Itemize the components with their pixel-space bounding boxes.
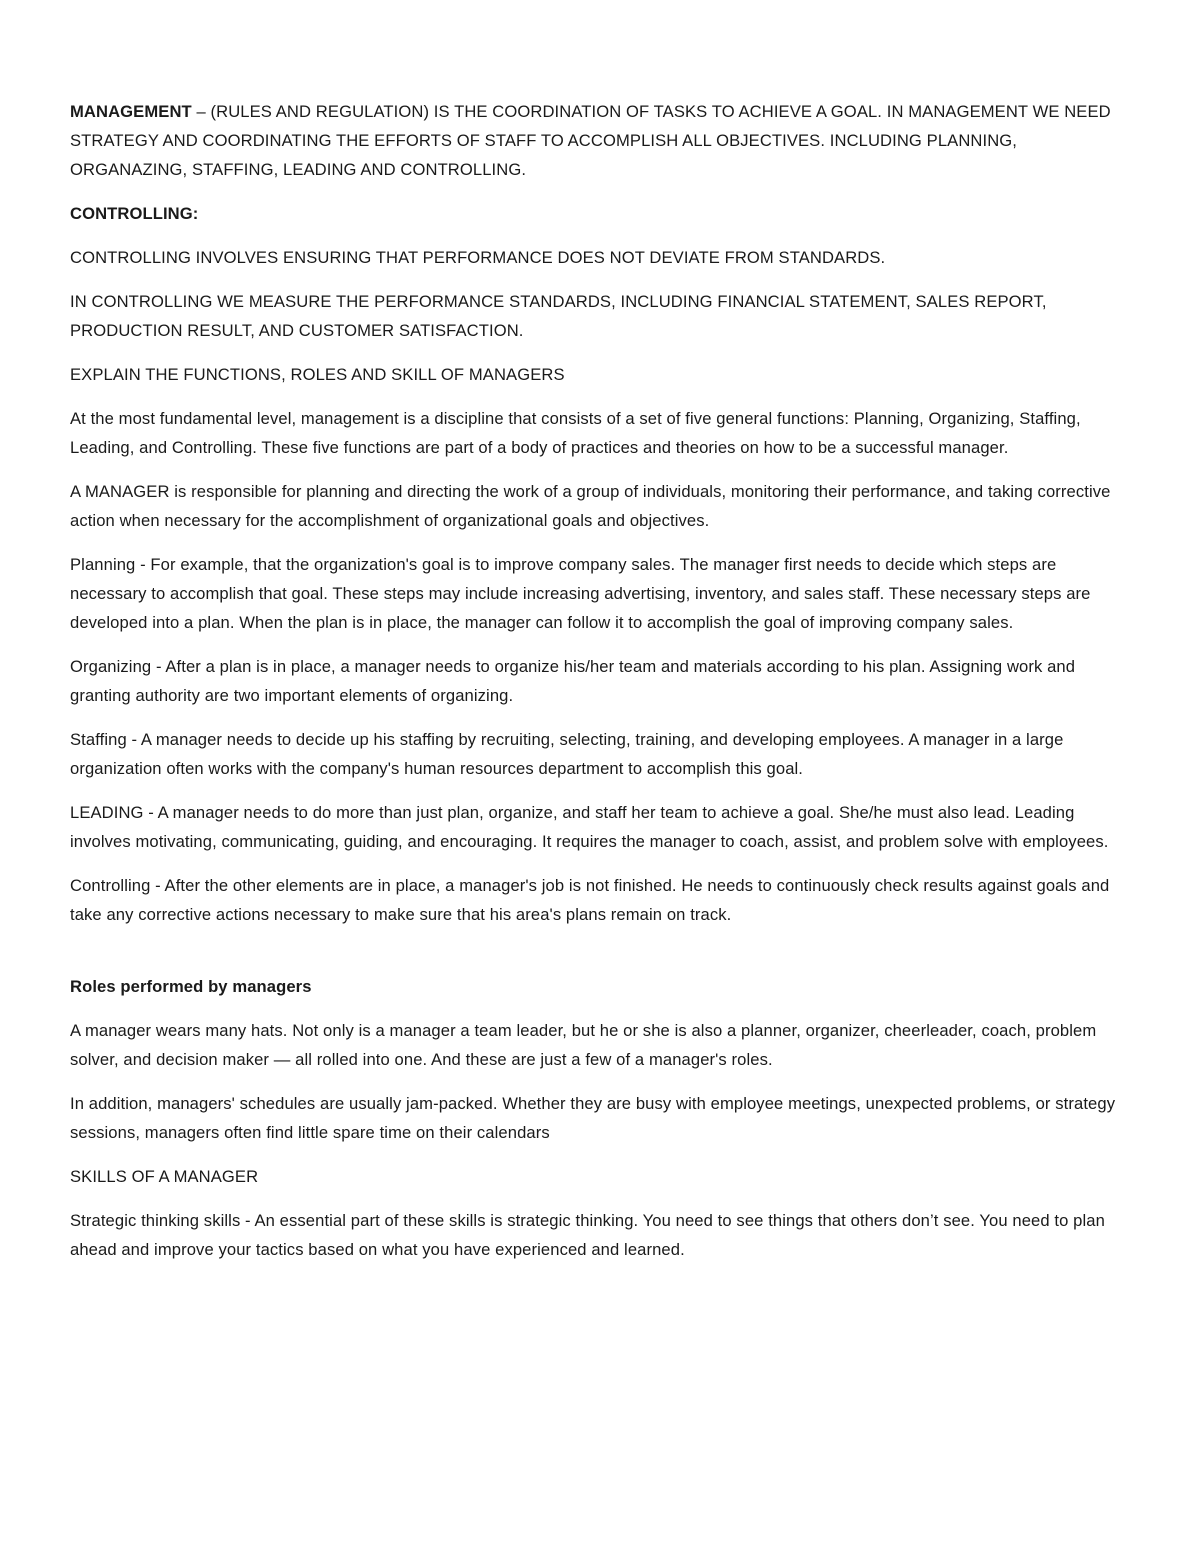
controlling-paragraph-2: IN CONTROLLING WE MEASURE THE PERFORMANCE STANDARDS, INCLUDING FINANCIAL STATEMENT, SALES REPORT, PRODUCTION RESULT, AND CUSTOMER SATISFACTION. (70, 292, 1047, 340)
staffing-paragraph: Staffing - A manager needs to decide up his staffing by recruiting, selecting, training, and developing employees. A manager in a large organization often works with the company's human resources department to accomplish this goal. (70, 730, 1064, 778)
skills-heading: SKILLS OF A MANAGER (70, 1167, 259, 1186)
controlling-paragraph-1: CONTROLLING INVOLVES ENSURING THAT PERFORMANCE DOES NOT DEVIATE FROM STANDARDS. (70, 248, 886, 267)
roles-paragraph-2: In addition, managers' schedules are usually jam-packed. Whether they are busy with employee meetings, unexpected problems, or strategy sessions, managers often find little spare time on their calendars (70, 1094, 1116, 1142)
skills-paragraph-1: Strategic thinking skills - An essential part of these skills is strategic thinking. You need to see things that others don’t see. You need to plan ahead and improve your tactics based on what you have experienced and learned. (70, 1211, 1105, 1259)
roles-paragraph-1: A manager wears many hats. Not only is a manager a team leader, but he or she is also a planner, organizer, cheerleader, coach, problem solver, and decision maker — all rolled into one. And these are just a few of a manager's roles. (70, 1021, 1097, 1069)
controlling-heading: CONTROLLING: (70, 204, 199, 223)
manager-paragraph: A MANAGER is responsible for planning and directing the work of a group of individuals, monitoring their performance, and taking corrective action when necessary for the accomplishment of organizational goals and objectives. (70, 482, 1111, 530)
roles-heading: Roles performed by managers (70, 977, 312, 996)
planning-paragraph: Planning - For example, that the organization's goal is to improve company sales. The manager first needs to decide which steps are necessary to accomplish that goal. These steps may include increasing advertising, inventory, and sales staff. These necessary steps are developed into a plan. When the plan is in place, the manager can follow it to accomplish the goal of improving company sales. (70, 555, 1091, 632)
intro-lead: MANAGEMENT (70, 102, 192, 121)
explain-heading: EXPLAIN THE FUNCTIONS, ROLES AND SKILL OF MANAGERS (70, 365, 565, 384)
document-page (70, 97, 1132, 1279)
intro-text: – (RULES AND REGULATION) IS THE COORDINATION OF TASKS TO ACHIEVE A GOAL. IN MANAGEMENT WE NEED STRATEGY AND COORDINATING THE EFFORTS OF STAFF TO ACCOMPLISH ALL OBJECTIVES. INCLUDING PLANNING, ORGANAZING, STAFFING, LEADING AND CONTROLLING. (70, 102, 1111, 179)
intro-paragraph (70, 97, 1132, 184)
organizing-paragraph: Organizing - After a plan is in place, a manager needs to organize his/her team and materials according to his plan. Assigning work and granting authority are two important elements of organizing. (70, 657, 1076, 705)
leading-paragraph: LEADING - A manager needs to do more than just plan, organize, and staff her team to achieve a goal. She/he must also lead. Leading involves motivating, communicating, guiding, and encouraging. It requires the manager to coach, assist, and problem solve with employees. (70, 803, 1109, 851)
functions-paragraph: At the most fundamental level, management is a discipline that consists of a set of five general functions: Planning, Organizing, Staffing, Leading, and Controlling. These five functions are part of a body of practices and theories on how to be a successful manager. (70, 409, 1081, 457)
controlling-paragraph-3: Controlling - After the other elements are in place, a manager's job is not finished. He needs to continuously check results against goals and take any corrective actions necessary to make sure that his area's plans remain on track. (70, 876, 1110, 924)
